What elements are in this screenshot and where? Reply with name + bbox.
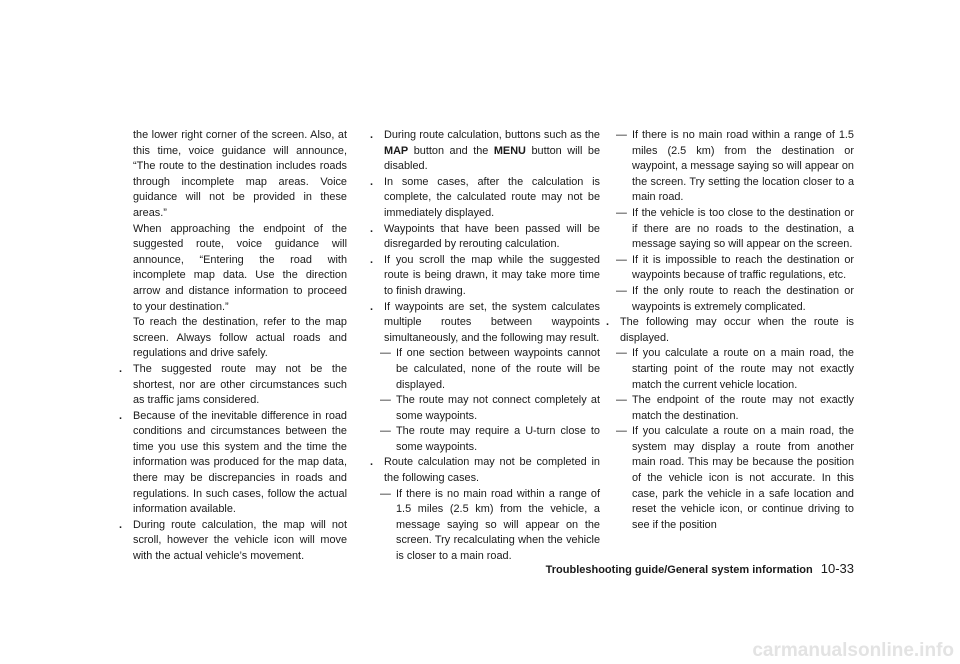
dash-mark: — <box>616 394 627 407</box>
bullet-text: During route calculation, the map will not scroll, however the vehicle icon will move with the actual vehicle’s movement. <box>133 518 347 563</box>
sub-item <box>604 206 854 253</box>
dash-mark: — <box>380 425 391 438</box>
bullet-mark: . <box>119 409 123 422</box>
bullet-item <box>117 409 347 518</box>
sub-text: The route may not connect completely at some waypoints. <box>396 394 600 422</box>
sub-text: If you calculate a route on a main road, the starting point of the route may not exactly match the current vehicle location. <box>632 347 854 391</box>
sub-text: If it is impossible to reach the destination or waypoints because of traffic regulations, etc. <box>632 253 854 282</box>
sub-item <box>368 424 600 455</box>
bullet-text: In some cases, after the calculation is complete, the calculated route may not be immediately displayed. <box>384 175 600 219</box>
sub-item <box>368 393 600 424</box>
bullet-item <box>368 253 600 300</box>
paragraph: When approaching the endpoint of the suggested route, voice guidance will announce, “Entering the road with incomplete map data. Use the direction arrow and distance information to proceed to your destination.” <box>133 222 347 313</box>
text-column-middle <box>368 128 600 565</box>
bullet-mark: . <box>370 222 374 235</box>
bullet-item <box>368 455 600 486</box>
page-footer <box>546 561 854 576</box>
sub-item <box>604 128 854 206</box>
bullet-mark: . <box>119 362 123 375</box>
dash-mark: — <box>380 394 391 407</box>
bullet-text: button will be disabled. <box>384 144 600 173</box>
dash-mark: — <box>616 253 627 266</box>
dash-mark: — <box>616 425 627 438</box>
sub-item <box>604 253 854 284</box>
dash-mark: — <box>616 129 627 141</box>
page-number: 10-33 <box>820 561 854 576</box>
sub-text: If the vehicle is too close to the destination or if there are no roads to the destination, a message saying so will appear on the screen. <box>632 206 854 251</box>
sub-item <box>604 393 854 424</box>
watermark: carmanualsonline.info <box>752 640 954 661</box>
bullet-item <box>368 175 600 222</box>
bullet-text: The suggested route may not be the shortest, nor are other circumstances such as traffic jams considered. <box>133 362 347 407</box>
bullet-item <box>117 362 347 409</box>
dash-mark: — <box>380 347 391 360</box>
bullet-text: If you scroll the map while the suggested route is being drawn, it may take more time to finish drawing. <box>384 253 600 297</box>
bullet-text: The following may occur when the route is displayed. <box>620 316 854 344</box>
dash-mark: — <box>616 206 627 219</box>
bullet-mark: . <box>119 518 123 531</box>
dash-mark: — <box>616 347 627 360</box>
bullet-mark: . <box>606 316 610 329</box>
text-column-right <box>604 128 854 533</box>
menu-button-label: MENU <box>493 144 526 157</box>
bullet-mark: . <box>370 175 374 188</box>
bullet-item <box>368 128 600 175</box>
sub-text: If there is no main road within a range of 1.5 miles (2.5 km) from the destination or waypoint, a message saying so will appear on the screen. Try setting the location closer to a main road. <box>632 129 854 204</box>
bullet-mark: . <box>370 300 374 313</box>
bullet-text: During route calculation, buttons such as the <box>384 129 600 141</box>
section-title: Troubleshooting guide/General system information <box>545 564 813 576</box>
bullet-mark: . <box>370 253 374 266</box>
paragraph: the lower right corner of the screen. Also, at this time, voice guidance will announce, “The route to the destination includes roads through incomplete map areas. Voice guidance will not be provided in these areas.” <box>133 129 347 219</box>
bullet-text: Because of the inevitable difference in road conditions and circumstances between the time you use this system and the time the information was produced for the map data, there may be discrepancies in roads and regulations. In such cases, follow the actual information available. <box>133 409 347 516</box>
bullet-mark: . <box>370 129 374 141</box>
dash-mark: — <box>616 284 627 297</box>
sub-text: The route may require a U-turn close to some waypoints. <box>396 425 600 453</box>
sub-item <box>368 487 600 565</box>
bullet-mark: . <box>370 456 374 469</box>
bullet-text: Route calculation may not be completed in the following cases. <box>384 456 600 485</box>
sub-item <box>604 284 854 315</box>
bullet-item <box>368 222 600 253</box>
sub-text: The endpoint of the route may not exactly match the destination. <box>632 394 854 422</box>
dash-mark: — <box>380 487 391 500</box>
bullet-item <box>117 518 347 565</box>
bullet-item <box>368 300 600 347</box>
sub-text: If one section between waypoints cannot be calculated, none of the route will be displayed. <box>396 347 600 391</box>
bullet-text: If waypoints are set, the system calculates multiple routes between waypoints simultaneously, and the following may result. <box>384 300 600 344</box>
paragraph: To reach the destination, refer to the map screen. Always follow actual roads and regulations and drive safely. <box>133 316 347 360</box>
text-column-left <box>117 128 347 565</box>
bullet-text: Waypoints that have been passed will be disregarded by rerouting calculation. <box>384 222 600 251</box>
sub-text: If you calculate a route on a main road, the system may display a route from another main road. This may be because the position of the vehicle icon is not accurate. In this case, park the vehicle in a safe location and reset the vehicle icon, or continue driving to see if the position <box>632 425 854 531</box>
map-button-label: MAP <box>384 144 409 157</box>
sub-item <box>604 424 854 533</box>
sub-text: If the only route to reach the destination or waypoints is extremely complicated. <box>632 284 854 313</box>
bullet-item <box>604 315 854 346</box>
bullet-text: button and the <box>408 144 494 157</box>
sub-item <box>604 346 854 393</box>
sub-text: If there is no main road within a range of 1.5 miles (2.5 km) from the vehicle, a message saying so will appear on the screen. Try recalculating when the vehicle is closer to a main road. <box>396 487 600 563</box>
sub-item <box>368 346 600 393</box>
